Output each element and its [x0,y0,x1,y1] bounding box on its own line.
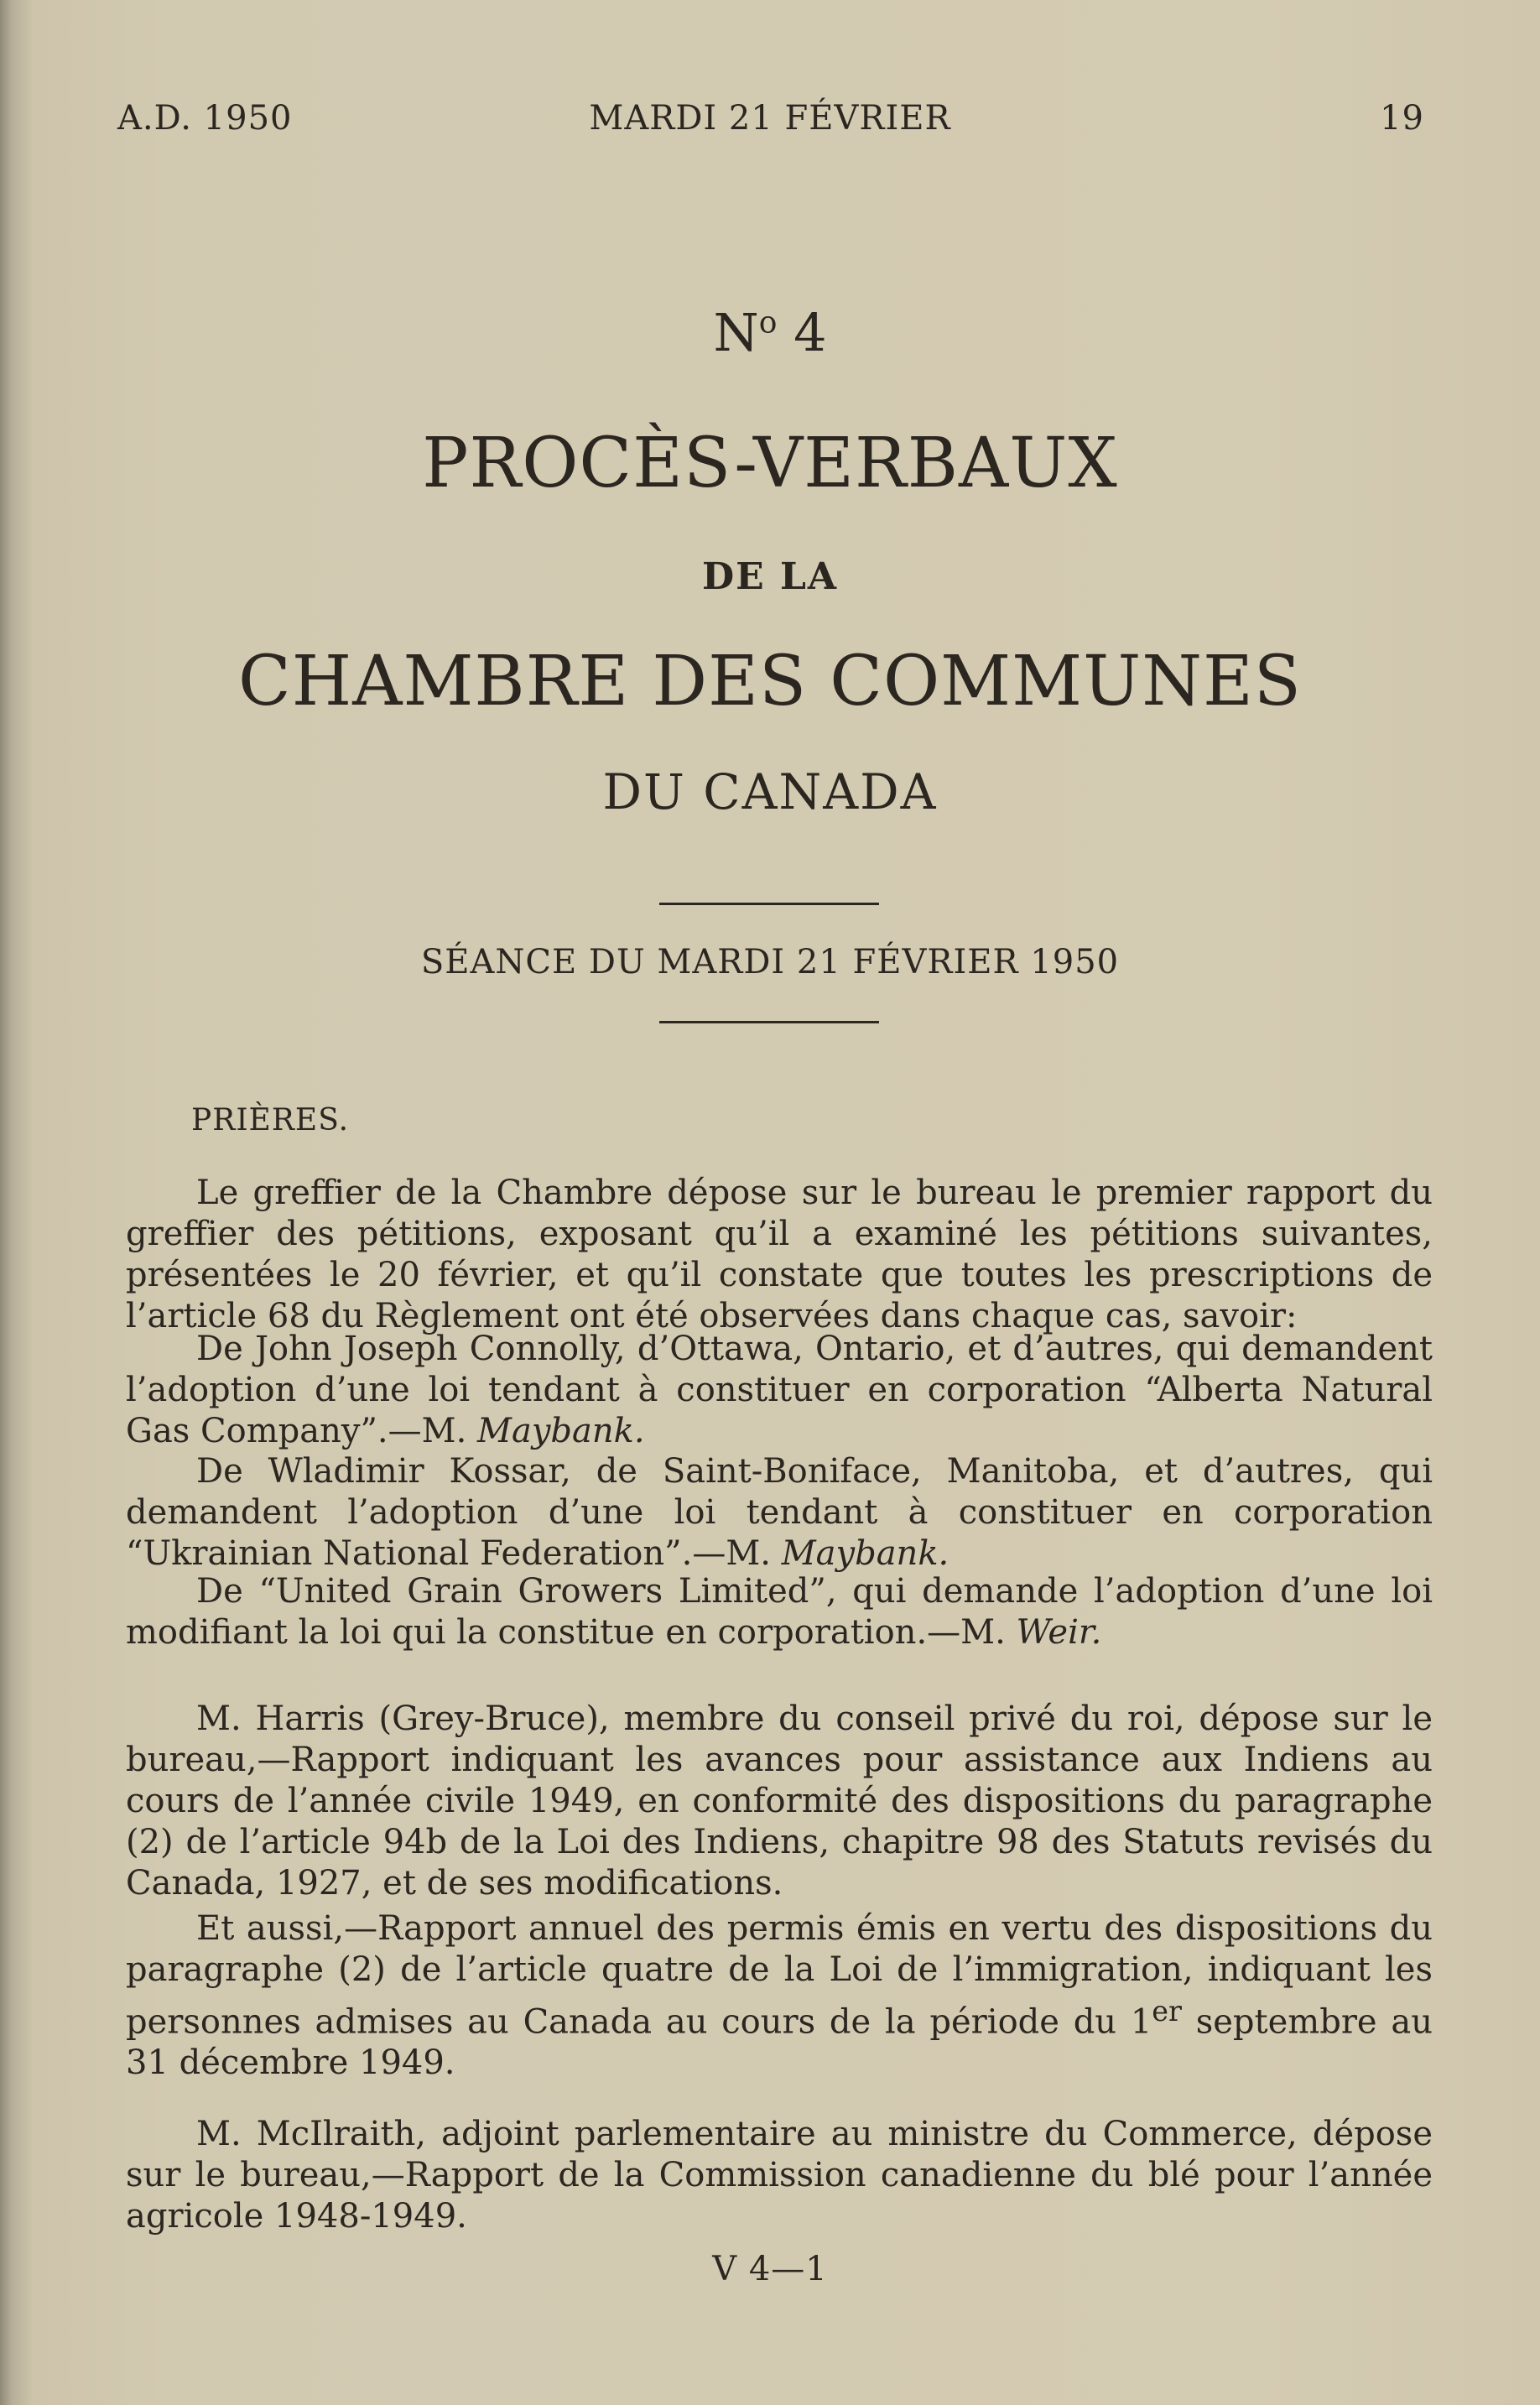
title-chambre: CHAMBRE DES COMMUNES [238,642,1302,721]
issue-number-sup: o [758,305,778,341]
ordinal-sup: er [1152,1995,1182,2028]
title-de-la: DE LA [701,555,839,598]
paragraph-petitions-report [126,1173,1433,1337]
title-proces-verbaux: PROCÈS-VERBAUX [422,424,1118,503]
page-number: 19 [1380,99,1424,138]
prieres-heading: PRIÈRES. [191,1103,350,1137]
divider-bottom [659,1021,879,1023]
paragraph-immigration-report [126,1908,1433,2084]
paragraph-text: De John Joseph Connolly, d’Ottawa, Ontario, et d’autres, qui demandent l’adoption d’une loi tendant à constituer en corporation “Alberta Natural Gas Company”.—M. [126,1330,1433,1450]
paragraph-petition-kossar [126,1451,1433,1575]
paragraph-harris-report [126,1699,1433,1904]
seance-heading: SÉANCE DU MARDI 21 FÉVRIER 1950 [420,943,1120,981]
paragraph-text: Et aussi,—Rapport annuel des permis émis en vertu des dispositions du paragraphe (2) de l’article quatre de la Loi de l’immigration, indiquant les personnes admises au Canada au cours de la période du 1 [126,1909,1433,2042]
paragraph-petition-united-grain [126,1571,1433,1653]
paragraph-text: De “United Grain Growers Limited”, qui demande l’adoption d’une loi modifiant la loi qui la constitue en corporation.—M. [126,1572,1433,1652]
running-head-date: MARDI 21 FÉVRIER [589,99,951,138]
paragraph-text: De Wladimir Kossar, de Saint-Boniface, Manitoba, et d’autres, qui demandent l’adoption d’une loi tendant à constituer en corporation “Ukrainian National Federation”.—M. [126,1452,1433,1573]
issue-number-prefix: N [713,302,759,363]
member-name: Weir. [1016,1613,1102,1652]
paragraph-mcilraith-report [126,2114,1433,2237]
paragraph-petition-connolly [126,1329,1433,1452]
paragraph-text: M. Harris (Grey-Bruce), membre du conseil privé du roi, dépose sur le bureau,—Rapport indiquant les avances pour assistance aux Indiens au cours de l’année civile 1949, en conformité des dispositions du paragraphe (2) de l’article 94b de la Loi des Indiens, chapitre 98 des Statuts revisés du Canada, 1927, et de ses modifications. [126,1700,1433,1903]
paragraph-text-end: septembre au 31 décembre 1949. [126,2002,1433,2083]
issue-number-value: 4 [777,302,827,363]
paragraph-text: Le greffier de la Chambre dépose sur le bureau le premier rapport du greffier des pétitions, exposant qu’il a examiné les pétitions suivantes, présentées le 20 février, et qu’il constate que toutes les prescriptions de l’article 68 du Règlement ont été observées dans chaque cas, savoir: [126,1174,1433,1335]
signature-mark: V 4—1 [712,2250,828,2288]
title-canada: DU CANADA [602,763,938,820]
issue-number [0,302,1540,363]
member-name: Maybank. [477,1412,645,1450]
paragraph-text: M. McIlraith, adjoint parlementaire au ministre du Commerce, dépose sur le bureau,—Rapport de la Commission canadienne du blé pour l’année agricole 1948-1949. [126,2115,1433,2236]
running-head-year: A.D. 1950 [117,99,293,138]
member-name: Maybank. [781,1534,949,1573]
divider-top [659,903,879,905]
